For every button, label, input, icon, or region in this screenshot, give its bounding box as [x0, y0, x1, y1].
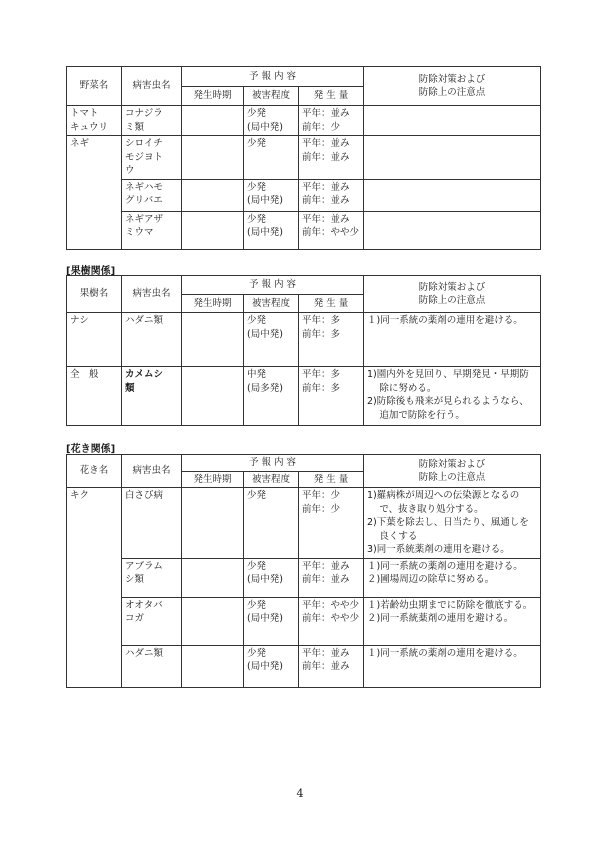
crop-name-cell-line: ネギ: [70, 138, 90, 149]
damage-cell-line: 少発: [247, 647, 267, 659]
amount-cell-line: 前年：少: [302, 503, 341, 515]
measures-cell: [364, 179, 541, 211]
timing-cell: [182, 488, 244, 559]
measures-cell-line: １)若齢幼虫期までに防除を徹底する。: [367, 599, 533, 611]
header-measures: [364, 67, 541, 106]
pest-name-cell-line: アブラム: [125, 560, 163, 572]
timing-cell: [182, 136, 244, 180]
measures-cell-line: １)同一系統の薬剤の連用を避ける。: [367, 315, 523, 326]
damage-cell-line: 中発: [247, 369, 267, 380]
amount-cell-line: 前年：並み: [302, 574, 350, 585]
measures-cell: [364, 488, 541, 559]
crop-name-cell: [67, 367, 122, 426]
timing-cell: [182, 106, 244, 136]
crop-name-cell: [67, 645, 122, 687]
table-row: [67, 645, 541, 687]
amount-cell-line: 前年：並み: [302, 661, 350, 672]
amount-cell-line: 平年：やや少: [302, 599, 360, 611]
crop-name-cell: [67, 136, 122, 180]
header-timing: 発生時期: [182, 471, 244, 488]
crop-name-cell-line: キュウリ: [70, 121, 109, 133]
amount-cell-line: 平年：並み: [302, 108, 350, 119]
amount-cell-line: 平年：多: [302, 315, 341, 326]
damage-cell: [244, 645, 299, 687]
header-timing: 発生時期: [182, 295, 244, 313]
damage-cell: [244, 313, 299, 367]
header-damage: 被害程度: [244, 87, 299, 106]
pest-name-cell-line: ミ類: [125, 121, 145, 133]
measures-cell: [364, 558, 541, 597]
timing-cell: [182, 558, 244, 597]
damage-cell: [244, 179, 299, 211]
damage-cell: [244, 136, 299, 180]
crop-name-cell: [67, 106, 122, 136]
amount-cell: [299, 645, 364, 687]
pest-name-cell-line: コナジラ: [125, 108, 163, 119]
damage-cell: [244, 558, 299, 597]
damage-cell-line: (局中発): [247, 328, 283, 340]
measures-cell: [364, 211, 541, 249]
pest-name-cell: [122, 136, 182, 180]
table-row: [67, 313, 541, 367]
header-amount: 発 生 量: [299, 471, 364, 488]
measures-cell: [364, 106, 541, 136]
amount-cell-line: 前年：並み: [302, 151, 350, 163]
measures-cell-line: 3)同一系統薬剤の連用を避ける。: [367, 544, 510, 555]
header-measures: [364, 276, 541, 313]
damage-cell-line: 少発: [247, 213, 267, 225]
header-measures-line: 防除上の注意点: [418, 295, 486, 306]
pest-name-cell: [122, 106, 182, 136]
pest-name-cell-line: コガ: [125, 613, 145, 624]
damage-cell-line: 少発: [247, 599, 267, 611]
header-timing: 発生時期: [182, 87, 244, 106]
measures-cell-line: 1)園内外を見回り、早期発見・早期防除に努める。: [367, 369, 529, 394]
pest-name-cell-line: カメムシ: [125, 369, 164, 380]
header-measures-line: 防除上の注意点: [418, 472, 486, 483]
header-measures-line: 防除対策および: [418, 281, 486, 293]
table-row: [67, 106, 541, 136]
pest-name-cell-line: ハダニ類: [125, 315, 164, 326]
header-measures-line: 防除上の注意点: [418, 87, 486, 98]
damage-cell-line: 少発: [247, 108, 267, 119]
table-row: [67, 211, 541, 249]
damage-cell-line: (局中発): [247, 121, 283, 133]
measures-cell-line: ２)同一系統薬剤の連用を避ける。: [367, 613, 514, 624]
amount-cell: [299, 488, 364, 559]
header-forecast: 予 報 内 容: [182, 67, 364, 87]
crop-name-cell: [67, 211, 122, 249]
pest-name-cell: [122, 211, 182, 249]
measures-cell: [364, 313, 541, 367]
pest-name-cell: [122, 558, 182, 597]
crop-name-cell-line: トマト: [70, 108, 99, 119]
header-crop: 野菜名: [67, 67, 122, 106]
amount-cell-line: 平年：多: [302, 369, 341, 380]
amount-cell-line: 平年：少: [302, 490, 341, 501]
table-row: [67, 597, 541, 645]
damage-cell-line: 少発: [247, 315, 267, 326]
measures-cell: [364, 136, 541, 180]
pest-name-cell-line: ミウマ: [125, 227, 154, 238]
amount-cell-line: 平年：並み: [302, 560, 350, 572]
damage-cell: [244, 211, 299, 249]
pest-name-cell-line: シ類: [125, 574, 145, 585]
pest-name-cell-line: シロイチ: [125, 138, 163, 149]
header-forecast: 予 報 内 容: [182, 276, 364, 295]
pest-name-cell-line: ウ: [125, 165, 135, 176]
pest-name-cell: [122, 367, 182, 426]
header-pest: 病害虫名: [122, 67, 182, 106]
damage-cell: [244, 597, 299, 645]
header-amount: 発 生 量: [299, 295, 364, 313]
damage-cell-line: (局中発): [247, 613, 283, 624]
timing-cell: [182, 179, 244, 211]
amount-cell: [299, 136, 364, 180]
amount-cell-line: 前年：やや少: [302, 227, 360, 238]
amount-cell: [299, 558, 364, 597]
amount-cell-line: 前年：多: [302, 382, 341, 394]
header-pest: 病害虫名: [122, 455, 182, 488]
pest-name-cell-line: 類: [125, 382, 135, 394]
amount-cell-line: 平年：並み: [302, 647, 350, 659]
header-forecast: 予 報 内 容: [182, 455, 364, 472]
pest-name-cell: [122, 645, 182, 687]
pest-name-cell-line: ネギハモ: [125, 181, 164, 193]
pest-name-cell-line: ハダニ類: [125, 647, 164, 659]
damage-cell-line: 少発: [247, 138, 267, 149]
timing-cell: [182, 597, 244, 645]
crop-name-cell: [67, 179, 122, 211]
pest-name-cell-line: ネギアザ: [125, 213, 164, 225]
crop-name-cell: [67, 313, 122, 367]
pest-name-cell: [122, 488, 182, 559]
damage-cell-line: (局中発): [247, 574, 283, 585]
pest-name-cell: [122, 179, 182, 211]
damage-cell-line: 少発: [247, 181, 267, 193]
amount-cell: [299, 367, 364, 426]
measures-cell-line: １)同一系統の薬剤の連用を避ける。: [367, 560, 523, 572]
vegetable-pest-table: [66, 66, 541, 250]
header-measures-line: 防除対策および: [418, 458, 486, 470]
amount-cell: [299, 211, 364, 249]
timing-cell: [182, 211, 244, 249]
crop-name-cell: [67, 488, 122, 559]
crop-name-cell-line: キク: [70, 490, 90, 501]
header-measures-line: 防除対策および: [418, 73, 486, 85]
header-crop: 果樹名: [67, 276, 122, 313]
crop-name-cell-line: ナシ: [70, 315, 89, 326]
fruit-pest-table: [66, 275, 541, 426]
damage-cell-line: (局中発): [247, 195, 283, 206]
header-damage: 被害程度: [244, 471, 299, 488]
measures-cell: [364, 645, 541, 687]
pest-name-cell: [122, 313, 182, 367]
flower-section-title: [花き関係]: [66, 444, 116, 455]
amount-cell: [299, 179, 364, 211]
amount-cell-line: 平年：並み: [302, 213, 350, 225]
pest-name-cell-line: オオタバ: [125, 599, 163, 611]
damage-cell: [244, 106, 299, 136]
table-row: [67, 179, 541, 211]
measures-cell: [364, 597, 541, 645]
damage-cell-line: (局中発): [247, 227, 283, 238]
amount-cell-line: 平年：並み: [302, 138, 350, 149]
amount-cell: [299, 597, 364, 645]
damage-cell-line: 少発: [247, 490, 267, 501]
header-damage: 被害程度: [244, 295, 299, 313]
timing-cell: [182, 645, 244, 687]
flower-pest-table: [66, 454, 541, 688]
pest-name-cell: [122, 597, 182, 645]
header-amount: 発 生 量: [299, 87, 364, 106]
page-number: 4: [296, 787, 304, 800]
amount-cell: [299, 313, 364, 367]
amount-cell-line: 前年：少: [302, 121, 341, 133]
header-pest: 病害虫名: [122, 276, 182, 313]
pest-name-cell-line: グリバエ: [125, 195, 163, 206]
table-row: [67, 558, 541, 597]
amount-cell-line: 前年：並み: [302, 195, 350, 206]
crop-name-cell-line: 全 般: [70, 369, 99, 380]
damage-cell-line: (局多発): [247, 382, 283, 394]
damage-cell-line: 少発: [247, 560, 267, 572]
table-row: [67, 367, 541, 426]
pest-name-cell-line: 白さび病: [125, 490, 164, 501]
measures-cell-line: ２)圃場周辺の除草に努める。: [367, 574, 495, 585]
timing-cell: [182, 313, 244, 367]
header-measures: [364, 455, 541, 488]
amount-cell-line: 前年：多: [302, 328, 341, 340]
amount-cell-line: 平年：並み: [302, 181, 350, 193]
measures-cell-line: 2)下葉を除去し、日当たり、風通しを良くする: [367, 517, 529, 542]
crop-name-cell: [67, 558, 122, 597]
fruit-section-title: [果樹関係]: [66, 266, 116, 277]
timing-cell: [182, 367, 244, 426]
amount-cell-line: 前年：やや少: [302, 613, 360, 624]
measures-cell: [364, 367, 541, 426]
table-row: [67, 136, 541, 180]
header-crop: 花き名: [67, 455, 122, 488]
crop-name-cell: [67, 597, 122, 645]
measures-cell-line: 1)羅病株が周辺への伝染源となるので、抜き取り処分する。: [367, 490, 520, 515]
measures-cell-line: 2)防除後も飛来が見られるようなら、追加で防除を行う。: [367, 396, 529, 421]
amount-cell: [299, 106, 364, 136]
damage-cell-line: (局中発): [247, 661, 283, 672]
pest-name-cell-line: モジヨト: [125, 151, 164, 163]
damage-cell: [244, 367, 299, 426]
table-row: [67, 488, 541, 559]
damage-cell: [244, 488, 299, 559]
measures-cell-line: １)同一系統の薬剤の連用を避ける。: [367, 647, 523, 659]
